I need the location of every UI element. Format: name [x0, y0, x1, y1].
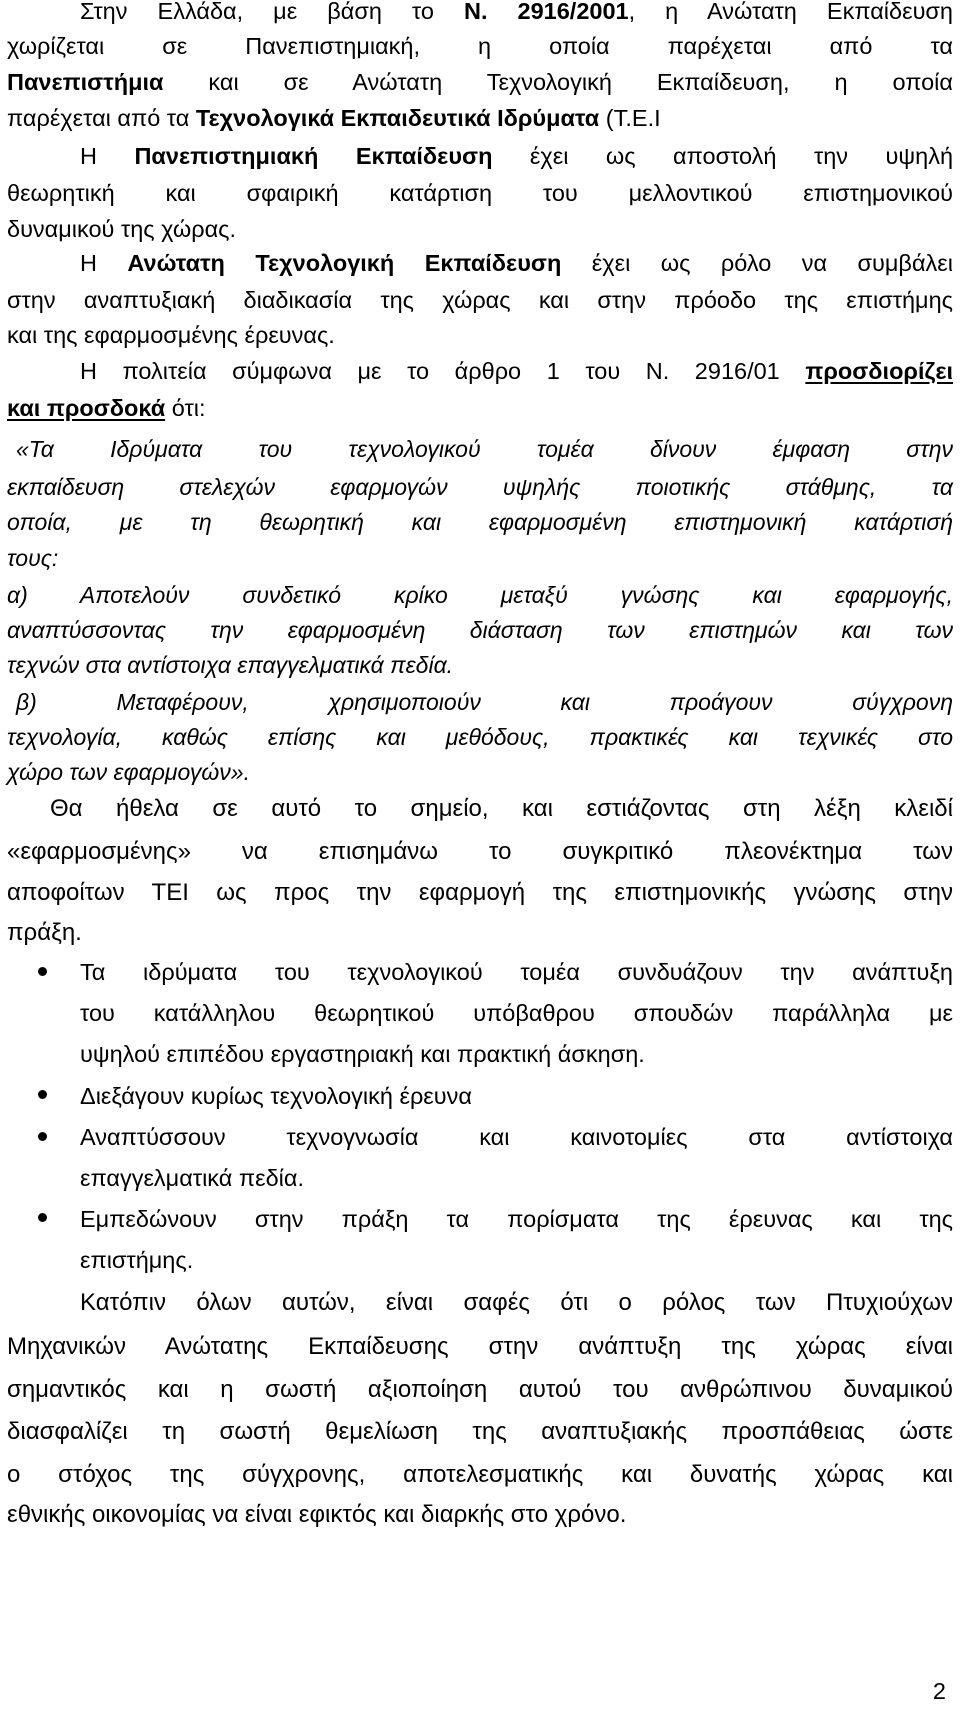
quote-line-6: αναπτύσσοντας την εφαρμοσμένη διάσταση των επιστημών και των — [7, 617, 953, 643]
bullet-2-line-1: Διεξάγουν κυρίως τεχνολογική έρευνα — [80, 1083, 472, 1109]
quote-line-2: εκπαίδευση στελεχών εφαρμογών υψηλής ποιοτικής στάθμης, τα — [7, 474, 953, 500]
p6-line-2: Μηχανικών Ανώτατης Εκπαίδευσης στην ανάπτυξη της χώρας είναι — [7, 1333, 953, 1360]
quote-line-3: οποία, με τη θεωρητική και εφαρμοσμένη επιστημονική κατάρτισή — [7, 509, 953, 535]
technological-education-term: Ανώτατη Τεχνολογική Εκπαίδευση — [127, 250, 562, 276]
bullet-1-line-3: υψηλού επιπέδου εργαστηριακή και πρακτική άσκηση. — [80, 1041, 645, 1067]
quote-line-10: χώρο των εφαρμογών». — [7, 759, 250, 785]
p1-line-2: χωρίζεται σε Πανεπιστημιακή, η οποία παρέχεται από τα — [7, 33, 953, 59]
p2-line-3: δυναμικού της χώρας. — [7, 216, 237, 242]
p6-line-3: σημαντικός και η σωστή αξιοποίηση αυτού του ανθρώπινου δυναμικού — [7, 1376, 953, 1403]
law-reference: Ν. 2916/2001 — [463, 0, 629, 24]
bullet-marker-1 — [38, 967, 47, 976]
bullet-3-line-2: επαγγελματικά πεδία. — [80, 1165, 304, 1191]
quote-line-5: α) Αποτελούν συνδετικό κρίκο μεταξύ γνώσης και εφαρμογής, — [7, 582, 953, 608]
p6-line-4: διασφαλίζει τη σωστή θεμελίωση της αναπτυξιακής προσπάθειας ώστε — [7, 1418, 953, 1445]
bullet-marker-2 — [38, 1090, 47, 1099]
page-number: 2 — [932, 1678, 946, 1704]
p4-line-1: Η πολιτεία σύμφωνα με το άρθρο 1 του Ν. 2916/01 προσδιορίζει — [80, 358, 953, 384]
p3-line-1: Η Ανώτατη Τεχνολογική Εκπαίδευση έχει ως ρόλο να συμβάλει — [80, 250, 953, 276]
tei-term: Τεχνολογικά Εκπαιδευτικά Ιδρύματα — [195, 105, 600, 131]
p6-line-6: εθνικής οικονομίας να είναι εφικτός και διαρκής στο χρόνο. — [7, 1501, 627, 1528]
p5-line-1: Θα ήθελα σε αυτό το σημείο, και εστιάζοντας στη λέξη κλειδί — [50, 795, 953, 822]
p5-line-2: «εφαρμοσμένης» να επισημάνω το συγκριτικό πλεονέκτημα των — [7, 838, 953, 865]
p4-line-2: και προσδοκά ότι: — [7, 395, 206, 421]
quote-line-1: «Τα Ιδρύματα του τεχνολογικού τομέα δίνουν έμφαση στην — [16, 436, 953, 462]
p5-line-4: πράξη. — [7, 919, 82, 946]
p2-line-1: Η Πανεπιστημιακή Εκπαίδευση έχει ως αποστολή την υψηλή — [80, 143, 954, 169]
p1-line-1: Στην Ελλάδα, με βάση το Ν. 2916/2001, η Ανώτατη Εκπαίδευση — [80, 0, 954, 24]
p2-line-2: θεωρητική και σφαιρική κατάρτιση του μελλοντικού επιστημονικού — [7, 180, 953, 206]
determines-term: προσδιορίζει — [805, 358, 953, 384]
p6-line-1: Κατόπιν όλων αυτών, είναι σαφές ότι ο ρόλος των Πτυχιούχων — [80, 1289, 953, 1316]
quote-line-4: τους: — [7, 545, 59, 571]
quote-line-8: β) Μεταφέρουν, χρησιμοποιούν και προάγουν σύγχρονη — [16, 689, 953, 715]
expects-term: και προσδοκά — [7, 395, 166, 421]
bullet-3-line-1: Αναπτύσσουν τεχνογνωσία και καινοτομίες στα αντίστοιχα — [80, 1124, 953, 1150]
p5-line-3: αποφοίτων ΤΕΙ ως προς την εφαρμογή της επιστημονικής γνώσης στην — [7, 879, 953, 906]
bullet-1-line-1: Τα ιδρύματα του τεχνολογικού τομέα συνδυάζουν την ανάπτυξη — [80, 959, 953, 985]
bullet-4-line-1: Εμπεδώνουν στην πράξη τα πορίσματα της έρευνας και της — [80, 1206, 953, 1232]
p3-line-2: στην αναπτυξιακή διαδικασία της χώρας και στην πρόοδο της επιστήμης — [7, 287, 953, 313]
p1-line-4: παρέχεται από τα Τεχνολογικά Εκπαιδευτικά Ιδρύματα (Τ.Ε.Ι — [7, 105, 661, 131]
bullet-4-line-2: επιστήμης. — [80, 1247, 194, 1273]
universities-term: Πανεπιστήμια — [7, 69, 164, 95]
bullet-marker-4 — [38, 1213, 47, 1222]
quote-line-9: τεχνολογία, καθώς επίσης και μεθόδους, πρακτικές και τεχνικές στο — [7, 724, 953, 750]
p6-line-5: ο στόχος της σύγχρονης, αποτελεσματικής και δυνατής χώρας και — [7, 1461, 953, 1488]
p1-line-3: Πανεπιστήμια και σε Ανώτατη Τεχνολογική Εκπαίδευση, η οποία — [7, 69, 953, 95]
p3-line-3: και της εφαρμοσμένης έρευνας. — [7, 322, 335, 348]
university-education-term: Πανεπιστημιακή Εκπαίδευση — [134, 143, 493, 169]
bullet-marker-3 — [38, 1132, 47, 1141]
quote-line-7: τεχνών στα αντίστοιχα επαγγελματικά πεδία. — [7, 652, 454, 678]
bullet-1-line-2: του κατάλληλου θεωρητικού υπόβαθρου σπουδών παράλληλα με — [80, 1000, 953, 1026]
